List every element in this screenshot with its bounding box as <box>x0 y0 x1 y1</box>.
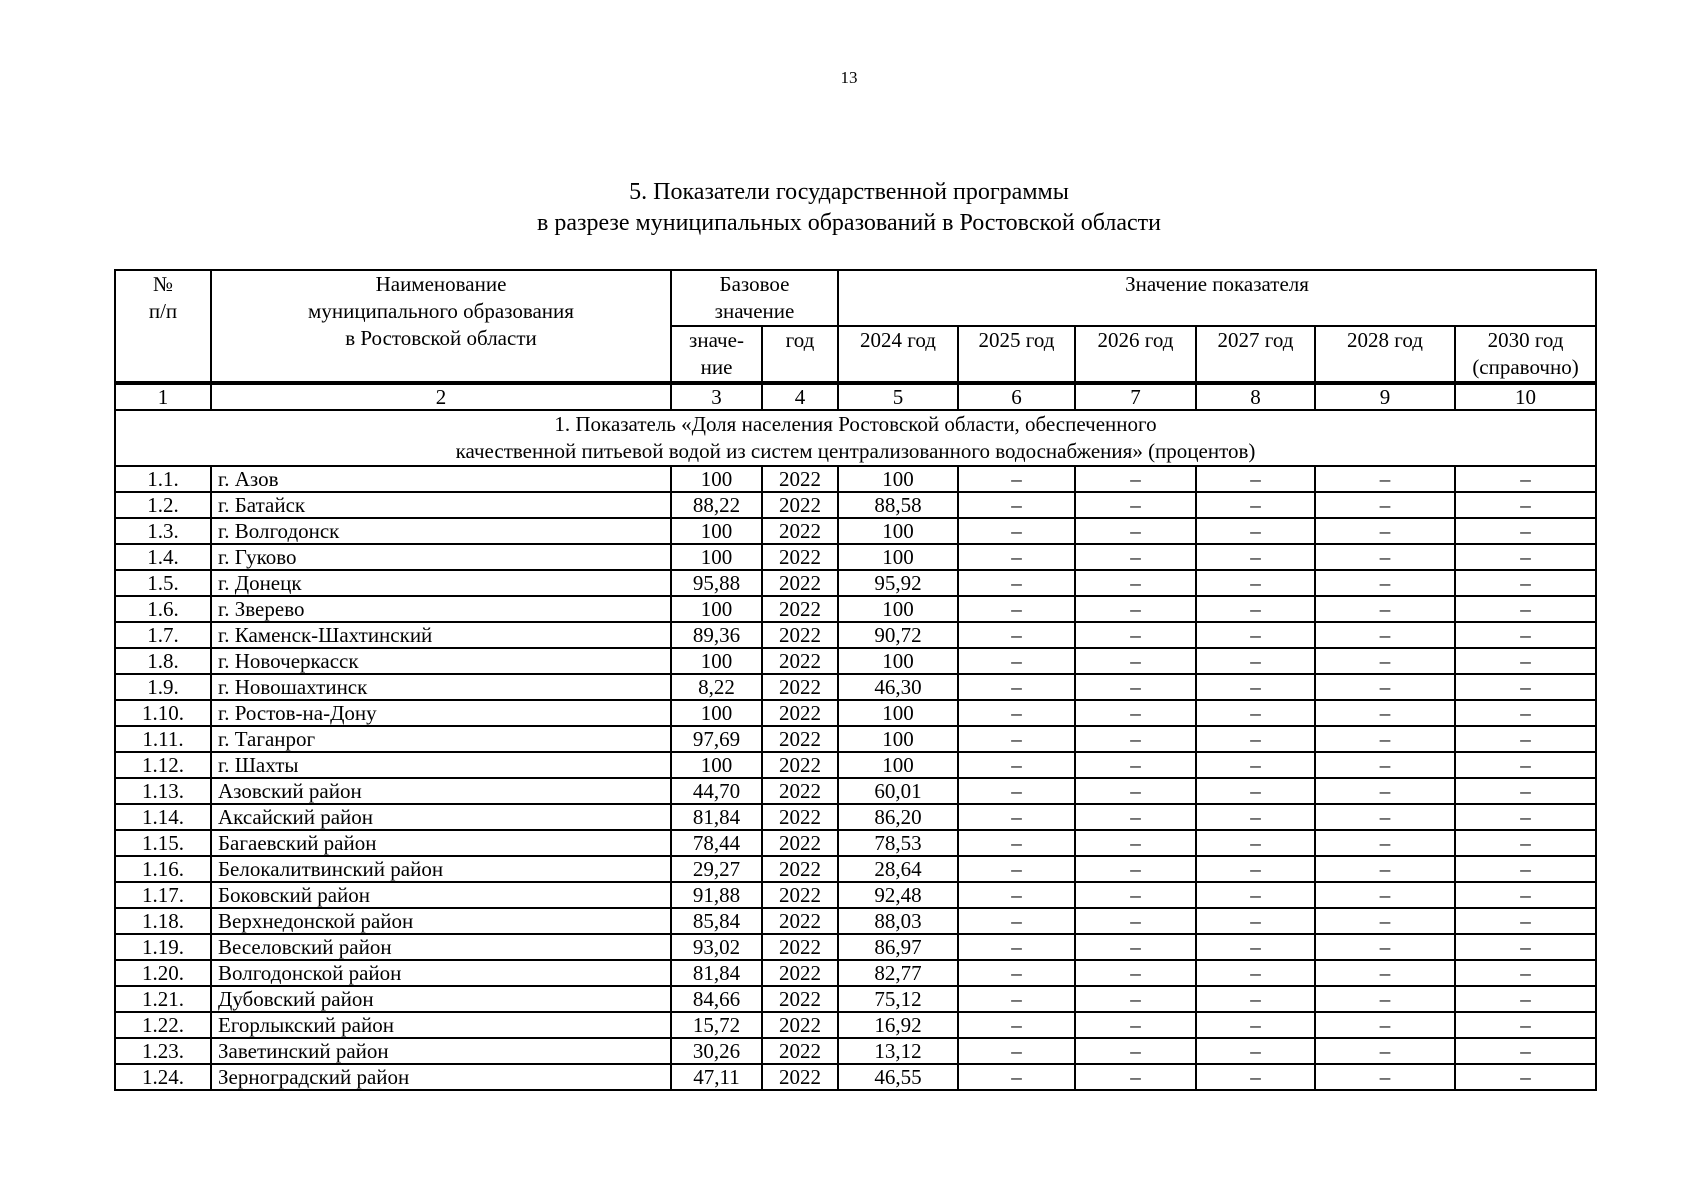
value-2030: – <box>1455 908 1596 934</box>
base-year: 2022 <box>762 466 838 492</box>
value-2030: – <box>1455 596 1596 622</box>
base-value: 29,27 <box>671 856 762 882</box>
value-2027: – <box>1196 752 1315 778</box>
value-2028: – <box>1315 492 1455 518</box>
table-row <box>115 856 1596 882</box>
base-value: 100 <box>671 518 762 544</box>
value-2028: – <box>1315 752 1455 778</box>
value-2026: – <box>1075 1012 1196 1038</box>
header-year-2028: 2028 год <box>1315 326 1455 383</box>
base-value: 100 <box>671 466 762 492</box>
value-2026: – <box>1075 934 1196 960</box>
value-2028: – <box>1315 908 1455 934</box>
row-number: 1.1. <box>115 466 211 492</box>
value-2026: – <box>1075 882 1196 908</box>
value-2025: – <box>958 830 1075 856</box>
value-2026: – <box>1075 908 1196 934</box>
value-2024: 82,77 <box>838 960 958 986</box>
base-value: 8,22 <box>671 674 762 700</box>
value-2030: – <box>1455 1012 1596 1038</box>
base-year: 2022 <box>762 726 838 752</box>
row-number: 1.15. <box>115 830 211 856</box>
table-row <box>115 648 1596 674</box>
base-value: 93,02 <box>671 934 762 960</box>
value-2024: 86,20 <box>838 804 958 830</box>
value-2024: 100 <box>838 752 958 778</box>
value-2028: – <box>1315 518 1455 544</box>
value-2030: – <box>1455 960 1596 986</box>
table-row <box>115 700 1596 726</box>
value-2027: – <box>1196 1038 1315 1064</box>
row-number: 1.13. <box>115 778 211 804</box>
value-2024: 100 <box>838 596 958 622</box>
municipality-name: г. Ростов-на-Дону <box>211 700 671 726</box>
value-2028: – <box>1315 570 1455 596</box>
value-2025: – <box>958 492 1075 518</box>
section-title-line-2: качественной питьевой водой из систем централизованного водоснабжения» (процентов) <box>455 439 1256 463</box>
table-row <box>115 1012 1596 1038</box>
table-row <box>115 622 1596 648</box>
value-2025: – <box>958 700 1075 726</box>
value-2028: – <box>1315 1012 1455 1038</box>
value-2030: – <box>1455 570 1596 596</box>
value-2025: – <box>958 518 1075 544</box>
header-year-2026: 2026 год <box>1075 326 1196 383</box>
indicators-table <box>114 269 1597 1091</box>
value-2030: – <box>1455 700 1596 726</box>
row-number: 1.17. <box>115 882 211 908</box>
value-2027: – <box>1196 700 1315 726</box>
value-2030: – <box>1455 830 1596 856</box>
value-2024: 13,12 <box>838 1038 958 1064</box>
base-value: 44,70 <box>671 778 762 804</box>
value-2024: 100 <box>838 726 958 752</box>
value-2027: – <box>1196 518 1315 544</box>
value-2025: – <box>958 570 1075 596</box>
municipality-name: Багаевский район <box>211 830 671 856</box>
row-number: 1.22. <box>115 1012 211 1038</box>
value-2025: – <box>958 544 1075 570</box>
value-2030: – <box>1455 778 1596 804</box>
value-2030: – <box>1455 674 1596 700</box>
base-value: 30,26 <box>671 1038 762 1064</box>
municipality-name: г. Батайск <box>211 492 671 518</box>
value-2026: – <box>1075 466 1196 492</box>
table-row <box>115 1038 1596 1064</box>
value-2030: – <box>1455 986 1596 1012</box>
value-2024: 60,01 <box>838 778 958 804</box>
value-2030: – <box>1455 648 1596 674</box>
row-number: 1.16. <box>115 856 211 882</box>
value-2025: – <box>958 648 1075 674</box>
value-2028: – <box>1315 700 1455 726</box>
value-2026: – <box>1075 648 1196 674</box>
table-row <box>115 752 1596 778</box>
table-row <box>115 544 1596 570</box>
base-value: 89,36 <box>671 622 762 648</box>
municipality-name: г. Гуково <box>211 544 671 570</box>
base-year: 2022 <box>762 752 838 778</box>
base-year: 2022 <box>762 492 838 518</box>
value-2028: – <box>1315 778 1455 804</box>
title-line-1: 5. Показатели государственной программы <box>629 179 1069 205</box>
value-2027: – <box>1196 726 1315 752</box>
value-2027: – <box>1196 1012 1315 1038</box>
value-2028: – <box>1315 466 1455 492</box>
row-number: 1.10. <box>115 700 211 726</box>
value-2028: – <box>1315 804 1455 830</box>
value-2027: – <box>1196 674 1315 700</box>
section-row <box>115 410 1596 466</box>
table-row <box>115 830 1596 856</box>
value-2025: – <box>958 1064 1075 1090</box>
table-row <box>115 934 1596 960</box>
base-value: 100 <box>671 544 762 570</box>
municipality-name: Веселовский район <box>211 934 671 960</box>
base-year: 2022 <box>762 648 838 674</box>
value-2026: – <box>1075 778 1196 804</box>
value-2028: – <box>1315 986 1455 1012</box>
base-value: 100 <box>671 752 762 778</box>
section-title-line-1: 1. Показатель «Доля населения Ростовской области, обеспеченного <box>554 412 1157 436</box>
base-value: 78,44 <box>671 830 762 856</box>
base-year: 2022 <box>762 622 838 648</box>
base-year: 2022 <box>762 544 838 570</box>
row-number: 1.14. <box>115 804 211 830</box>
row-number: 1.2. <box>115 492 211 518</box>
page-number: 13 <box>840 68 858 87</box>
value-2026: – <box>1075 1064 1196 1090</box>
municipality-name: г. Волгодонск <box>211 518 671 544</box>
municipality-name: Аксайский район <box>211 804 671 830</box>
header-base-value: значе- ние <box>671 326 762 383</box>
value-2030: – <box>1455 518 1596 544</box>
base-value: 81,84 <box>671 960 762 986</box>
value-2030: – <box>1455 752 1596 778</box>
municipality-name: Егорлыкский район <box>211 1012 671 1038</box>
base-year: 2022 <box>762 1038 838 1064</box>
column-number: 1 <box>115 383 211 410</box>
page-title <box>0 177 1698 239</box>
value-2025: – <box>958 752 1075 778</box>
value-2028: – <box>1315 622 1455 648</box>
row-number: 1.5. <box>115 570 211 596</box>
value-2028: – <box>1315 674 1455 700</box>
value-2026: – <box>1075 518 1196 544</box>
table-row <box>115 960 1596 986</box>
value-2030: – <box>1455 622 1596 648</box>
value-2025: – <box>958 804 1075 830</box>
table-row <box>115 466 1596 492</box>
value-2025: – <box>958 596 1075 622</box>
value-2026: – <box>1075 596 1196 622</box>
base-year: 2022 <box>762 1012 838 1038</box>
base-year: 2022 <box>762 804 838 830</box>
value-2024: 100 <box>838 466 958 492</box>
value-2028: – <box>1315 726 1455 752</box>
row-number: 1.21. <box>115 986 211 1012</box>
header-year-2025: 2025 год <box>958 326 1075 383</box>
column-number: 8 <box>1196 383 1315 410</box>
value-2027: – <box>1196 596 1315 622</box>
row-number: 1.24. <box>115 1064 211 1090</box>
value-2026: – <box>1075 492 1196 518</box>
value-2024: 88,03 <box>838 908 958 934</box>
value-2025: – <box>958 726 1075 752</box>
municipality-name: Зерноградский район <box>211 1064 671 1090</box>
table-row <box>115 778 1596 804</box>
value-2030: – <box>1455 934 1596 960</box>
column-number: 10 <box>1455 383 1596 410</box>
value-2024: 95,92 <box>838 570 958 596</box>
header-base-year: год <box>762 326 838 383</box>
value-2028: – <box>1315 934 1455 960</box>
base-year: 2022 <box>762 570 838 596</box>
value-2026: – <box>1075 726 1196 752</box>
value-2027: – <box>1196 778 1315 804</box>
base-value: 85,84 <box>671 908 762 934</box>
table-row <box>115 1064 1596 1090</box>
value-2030: – <box>1455 856 1596 882</box>
base-value: 97,69 <box>671 726 762 752</box>
value-2027: – <box>1196 622 1315 648</box>
value-2025: – <box>958 986 1075 1012</box>
value-2026: – <box>1075 544 1196 570</box>
value-2028: – <box>1315 544 1455 570</box>
value-2024: 100 <box>838 518 958 544</box>
value-2027: – <box>1196 856 1315 882</box>
value-2030: – <box>1455 544 1596 570</box>
value-2028: – <box>1315 1038 1455 1064</box>
base-value: 100 <box>671 648 762 674</box>
value-2026: – <box>1075 804 1196 830</box>
municipality-name: г. Зверево <box>211 596 671 622</box>
table-row <box>115 596 1596 622</box>
column-number: 3 <box>671 383 762 410</box>
value-2025: – <box>958 856 1075 882</box>
column-number: 4 <box>762 383 838 410</box>
value-2024: 46,30 <box>838 674 958 700</box>
municipality-name: г. Шахты <box>211 752 671 778</box>
value-2025: – <box>958 908 1075 934</box>
value-2024: 28,64 <box>838 856 958 882</box>
base-year: 2022 <box>762 778 838 804</box>
municipality-name: г. Донецк <box>211 570 671 596</box>
header-name: Наименование муниципального образования в Ростовской области <box>211 270 671 383</box>
municipality-name: Азовский район <box>211 778 671 804</box>
value-2026: – <box>1075 570 1196 596</box>
base-year: 2022 <box>762 986 838 1012</box>
value-2026: – <box>1075 986 1196 1012</box>
value-2027: – <box>1196 492 1315 518</box>
table-row <box>115 986 1596 1012</box>
base-value: 91,88 <box>671 882 762 908</box>
base-value: 88,22 <box>671 492 762 518</box>
value-2026: – <box>1075 830 1196 856</box>
table-row <box>115 674 1596 700</box>
value-2028: – <box>1315 596 1455 622</box>
value-2025: – <box>958 960 1075 986</box>
value-2025: – <box>958 934 1075 960</box>
base-year: 2022 <box>762 934 838 960</box>
row-number: 1.4. <box>115 544 211 570</box>
header-year-2030: 2030 год (справочно) <box>1455 326 1596 383</box>
value-2028: – <box>1315 830 1455 856</box>
value-2025: – <box>958 622 1075 648</box>
value-2027: – <box>1196 570 1315 596</box>
row-number: 1.12. <box>115 752 211 778</box>
value-2025: – <box>958 1012 1075 1038</box>
value-2024: 86,97 <box>838 934 958 960</box>
value-2025: – <box>958 674 1075 700</box>
base-year: 2022 <box>762 830 838 856</box>
value-2024: 100 <box>838 544 958 570</box>
municipality-name: Волгодонской район <box>211 960 671 986</box>
header-num: № п/п <box>115 270 211 383</box>
value-2026: – <box>1075 674 1196 700</box>
base-value: 100 <box>671 596 762 622</box>
value-2027: – <box>1196 960 1315 986</box>
base-value: 47,11 <box>671 1064 762 1090</box>
value-2024: 92,48 <box>838 882 958 908</box>
base-value: 84,66 <box>671 986 762 1012</box>
row-number: 1.11. <box>115 726 211 752</box>
value-2025: – <box>958 1038 1075 1064</box>
municipality-name: Заветинский район <box>211 1038 671 1064</box>
value-2030: – <box>1455 882 1596 908</box>
section-title <box>115 410 1596 466</box>
value-2026: – <box>1075 856 1196 882</box>
header-base: Базовое значение <box>671 270 838 326</box>
municipality-name: г. Таганрог <box>211 726 671 752</box>
value-2027: – <box>1196 544 1315 570</box>
row-number: 1.6. <box>115 596 211 622</box>
municipality-name: Верхнедонской район <box>211 908 671 934</box>
value-2024: 75,12 <box>838 986 958 1012</box>
value-2025: – <box>958 778 1075 804</box>
row-number: 1.18. <box>115 908 211 934</box>
table-row <box>115 804 1596 830</box>
value-2027: – <box>1196 1064 1315 1090</box>
column-numbers-row <box>115 383 1596 410</box>
column-number: 7 <box>1075 383 1196 410</box>
column-number: 5 <box>838 383 958 410</box>
base-year: 2022 <box>762 674 838 700</box>
value-2030: – <box>1455 804 1596 830</box>
row-number: 1.7. <box>115 622 211 648</box>
base-year: 2022 <box>762 960 838 986</box>
value-2027: – <box>1196 466 1315 492</box>
row-number: 1.20. <box>115 960 211 986</box>
base-value: 81,84 <box>671 804 762 830</box>
value-2024: 100 <box>838 700 958 726</box>
value-2028: – <box>1315 1064 1455 1090</box>
base-year: 2022 <box>762 700 838 726</box>
value-2030: – <box>1455 466 1596 492</box>
value-2027: – <box>1196 986 1315 1012</box>
table-row <box>115 908 1596 934</box>
value-2030: – <box>1455 492 1596 518</box>
value-2028: – <box>1315 856 1455 882</box>
municipality-name: г. Новошахтинск <box>211 674 671 700</box>
table-row <box>115 570 1596 596</box>
value-2028: – <box>1315 960 1455 986</box>
table-row <box>115 492 1596 518</box>
value-2024: 100 <box>838 648 958 674</box>
base-year: 2022 <box>762 596 838 622</box>
value-2026: – <box>1075 622 1196 648</box>
value-2027: – <box>1196 882 1315 908</box>
base-year: 2022 <box>762 856 838 882</box>
header-indicator: Значение показателя <box>838 270 1596 326</box>
value-2028: – <box>1315 648 1455 674</box>
value-2025: – <box>958 466 1075 492</box>
municipality-name: Дубовский район <box>211 986 671 1012</box>
value-2024: 90,72 <box>838 622 958 648</box>
value-2030: – <box>1455 1038 1596 1064</box>
base-year: 2022 <box>762 908 838 934</box>
header-year-2024: 2024 год <box>838 326 958 383</box>
base-value: 100 <box>671 700 762 726</box>
value-2028: – <box>1315 882 1455 908</box>
value-2026: – <box>1075 1038 1196 1064</box>
value-2030: – <box>1455 1064 1596 1090</box>
value-2027: – <box>1196 830 1315 856</box>
table-row <box>115 518 1596 544</box>
value-2024: 88,58 <box>838 492 958 518</box>
value-2030: – <box>1455 726 1596 752</box>
municipality-name: г. Каменск-Шахтинский <box>211 622 671 648</box>
row-number: 1.8. <box>115 648 211 674</box>
row-number: 1.23. <box>115 1038 211 1064</box>
base-year: 2022 <box>762 518 838 544</box>
table-row <box>115 882 1596 908</box>
municipality-name: Боковский район <box>211 882 671 908</box>
table-row <box>115 726 1596 752</box>
row-number: 1.19. <box>115 934 211 960</box>
column-number: 6 <box>958 383 1075 410</box>
base-year: 2022 <box>762 1064 838 1090</box>
value-2026: – <box>1075 700 1196 726</box>
column-number: 9 <box>1315 383 1455 410</box>
value-2024: 46,55 <box>838 1064 958 1090</box>
value-2027: – <box>1196 908 1315 934</box>
base-value: 95,88 <box>671 570 762 596</box>
value-2026: – <box>1075 960 1196 986</box>
municipality-name: г. Азов <box>211 466 671 492</box>
value-2027: – <box>1196 804 1315 830</box>
row-number: 1.9. <box>115 674 211 700</box>
municipality-name: Белокалитвинский район <box>211 856 671 882</box>
value-2024: 16,92 <box>838 1012 958 1038</box>
value-2027: – <box>1196 648 1315 674</box>
municipality-name: г. Новочеркасск <box>211 648 671 674</box>
base-year: 2022 <box>762 882 838 908</box>
column-number: 2 <box>211 383 671 410</box>
row-number: 1.3. <box>115 518 211 544</box>
value-2025: – <box>958 882 1075 908</box>
value-2026: – <box>1075 752 1196 778</box>
value-2024: 78,53 <box>838 830 958 856</box>
base-value: 15,72 <box>671 1012 762 1038</box>
title-line-2: в разрезе муниципальных образований в Ростовской области <box>537 210 1161 236</box>
value-2027: – <box>1196 934 1315 960</box>
header-year-2027: 2027 год <box>1196 326 1315 383</box>
